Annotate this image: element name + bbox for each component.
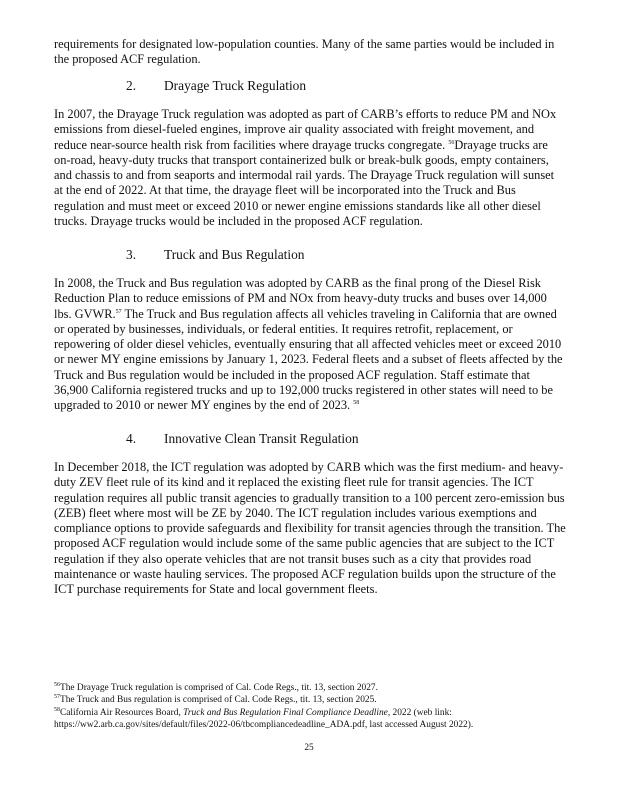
- paragraph-text: The Truck and Bus regulation affects all vehicles traveling in California that are owned or operated by businesses, individuals, or federal entities. It requires retrofit, replacement, or repowering of older diesel vehicles, eventually ensuring that all affected vehicles meet or exceed 2010 or newer MY engine emissions by January 1, 2023. Federal fleets and a subset of fleets affected by the Truck and Bus regulation would be included in the proposed ACF regulation. Staff estimate that 36,900 California registered trucks and up to 192,000 trucks registered in other states will need to be upgraded to 2010 or newer MY engines by the end of 2023.: [54, 306, 563, 413]
- footnote-title: Truck and Bus Regulation Final Compliance Deadline: [183, 707, 388, 718]
- section-number: 4.: [126, 431, 137, 446]
- footnotes: [54, 682, 566, 732]
- paragraph-text: Drayage trucks are on-road, heavy-duty trucks that transport containerized bulk or break-bulk goods, empty containers, and chassis to and from seaports and intermodal rail yards. The Drayage Truck regulation will sunset at the end of 2022. At that time, the drayage fleet will be incorporated into the Truck and Bus regulation and must meet or exceed 2010 or newer engine emissions standards like all other diesel trucks. Drayage trucks would be included in the proposed ACF regulation.: [54, 137, 555, 229]
- section-title: Drayage Truck Regulation: [164, 78, 307, 93]
- paragraph-text: In 2008, the Truck and Bus regulation was adopted by CARB as the final prong of the Diesel Risk Reduction Plan to reduce emissions of PM and NOx from heavy-duty trucks and buses over 14,000 lbs. GVWR.: [54, 276, 547, 321]
- section-heading-drayage: [126, 78, 306, 94]
- ict-paragraph: [54, 460, 566, 598]
- footnote-mark: 58: [54, 706, 60, 713]
- footnote-ref[interactable]: 56: [448, 139, 455, 146]
- section-title: Truck and Bus Regulation: [164, 247, 305, 262]
- paragraph-text: In 2007, the Drayage Truck regulation was adopted as part of CARB’s efforts to reduce PM and NOx emissions from diesel-fueled engines, improve air quality associated with freight movement, and reduce near-source health risk from facilities where drayage trucks congregate.: [54, 107, 557, 152]
- page-number: 25: [304, 743, 314, 753]
- intro-text: requirements for designated low-population counties. Many of the same parties would be included in the proposed ACF regulation.: [54, 37, 555, 67]
- footnote-58: [54, 707, 566, 732]
- intro-paragraph: [54, 37, 566, 68]
- footnote-text: The Drayage Truck regulation is comprised of Cal. Code Regs., tit. 13, section 2027.: [60, 683, 378, 693]
- truck-bus-paragraph: [54, 276, 566, 414]
- section-number: 3.: [126, 247, 137, 262]
- footnote-text: The Truck and Bus regulation is comprised of Cal. Code Regs., tit. 13, section 2025.: [60, 695, 377, 706]
- footnote-ref[interactable]: 58: [353, 400, 360, 407]
- footnote-mark: 56: [54, 681, 60, 688]
- section-number: 2.: [126, 78, 137, 93]
- footnote-ref[interactable]: 57: [115, 308, 122, 315]
- footnote-mark: 57: [54, 694, 60, 701]
- footnote-56: [54, 682, 566, 694]
- footnote-57: [54, 694, 566, 706]
- section-title: Innovative Clean Transit Regulation: [164, 431, 359, 446]
- section-heading-truck-bus: [126, 247, 304, 263]
- paragraph-text: In December 2018, the ICT regulation was adopted by CARB which was the first medium- and heavy-duty ZEV fleet rule of its kind and it replaced the existing fleet rule for transit agencies. The ICT regulation requires all public transit agencies to gradually transition to a 100 percent zero-emission bus (ZEB) fleet where most will be ZE by 2040. The ICT regulation includes various exemptions and compliance options to provide safeguards and flexibility for transit agencies through the transition. The proposed ACF regulation would include some of the same public agencies that are subject to the ICT regulation if they also operate vehicles that are not transit buses such as a city that provides road maintenance or waste hauling services. The proposed ACF regulation builds upon the structure of the ICT purchase requirements for State and local government fleets.: [54, 460, 566, 597]
- footnote-text: California Air Resources Board,: [60, 707, 184, 718]
- drayage-paragraph: [54, 107, 566, 229]
- footnote-text[interactable]: , 2022 (web link: https://ww2.arb.ca.gov/sites/default/files/2022-06/tbcompliancedeadline_ADA.pdf, last accessed August 2022).: [54, 707, 474, 731]
- section-heading-ict: [126, 431, 359, 447]
